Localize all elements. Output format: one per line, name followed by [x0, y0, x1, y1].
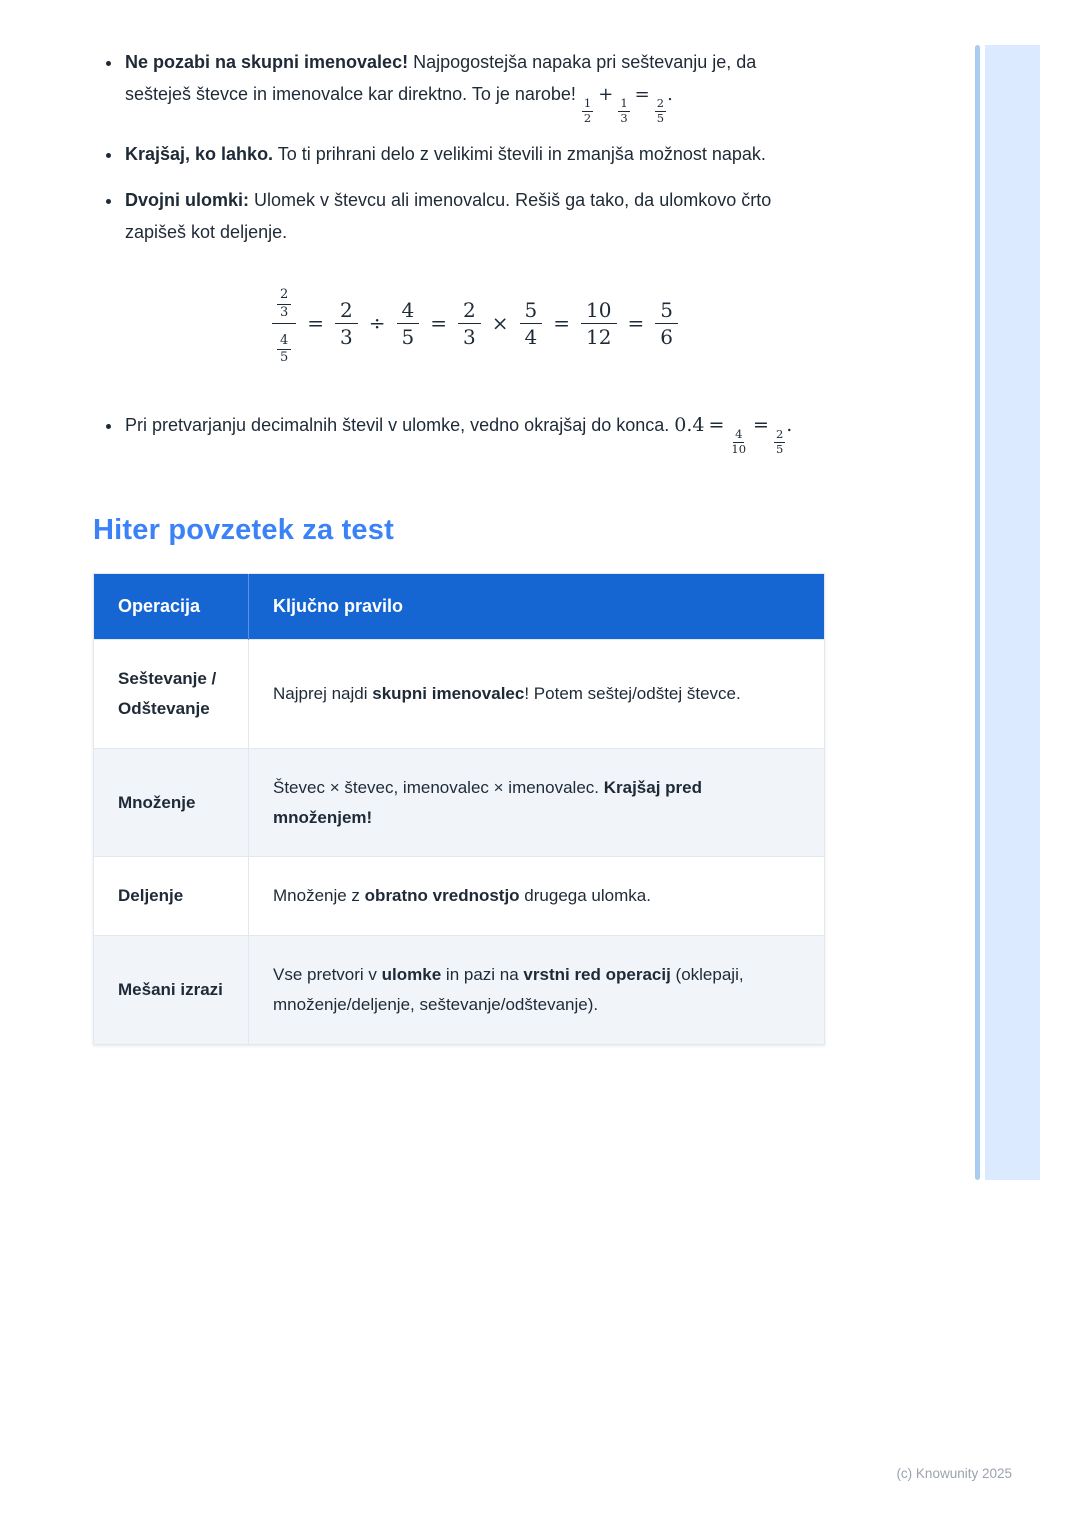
- rule-cell: Najprej najdi skupni imenovalec! Potem seštej/odštej števce.: [249, 640, 825, 749]
- list-item: [123, 408, 825, 456]
- tip-text: To ti prihrani delo z velikimi števili in zmanjša možnost napak.: [273, 144, 766, 165]
- fraction: $\frac{2}{3}$: [458, 297, 481, 350]
- table-row: [94, 640, 825, 749]
- fraction: $\frac{5}{6}$: [655, 297, 678, 350]
- table-row: [94, 857, 825, 936]
- page-edge-line: [975, 45, 980, 1180]
- tips-list: [93, 46, 825, 456]
- tip-bold-lead: Ne pozabi na skupni imenovalec!: [125, 52, 409, 72]
- fraction: $\frac{2}{5}$: [656, 95, 665, 125]
- decimal-value: 0.4: [674, 414, 705, 437]
- inline-math: [581, 84, 673, 125]
- rule-cell: Vse pretvori v ulomke in pazi na vrstni red operacij (oklepaji, množenje/deljenje, seštevanje/odštevanje).: [249, 936, 825, 1045]
- list-item: [123, 184, 825, 369]
- fraction: $\frac{5}{4}$: [520, 297, 543, 350]
- plus-operator: +: [598, 84, 614, 106]
- fraction: $\frac{1}{2}$: [583, 95, 592, 125]
- fraction: $\frac{2}{5}$: [775, 426, 784, 456]
- scrollbar-track[interactable]: [985, 45, 1040, 1180]
- tip-bold-lead: Dvojni ulomki:: [125, 189, 250, 210]
- page-content: [93, 46, 825, 1045]
- equals-sign: =: [634, 84, 650, 106]
- fraction: $\frac{10}{12}$: [581, 297, 616, 350]
- tip-text: Najpogostejša napaka pri seštevanju je, da sešteješ števce in imenovalce kar direktno. To je narobe!: [125, 52, 757, 105]
- operation-cell: Mešani izrazi: [94, 936, 249, 1045]
- equals-sign: =: [753, 414, 769, 437]
- column-header-operation: Operacija: [94, 574, 249, 640]
- equals-sign: =: [430, 311, 448, 336]
- equals-sign: =: [627, 311, 645, 336]
- list-item: [123, 46, 825, 125]
- tip-text: Ulomek v števcu ali imenovalcu. Rešiš ga tako, da ulomkovo črto zapišeš kot deljenje.: [125, 189, 772, 243]
- fraction: $\frac{2}{3}$: [335, 297, 358, 350]
- footer-credit: (c) Knowunity 2025: [896, 1466, 1012, 1481]
- summary-table: [93, 573, 825, 1044]
- double-fraction-equation: [125, 278, 825, 368]
- operation-cell: Seštevanje / Odštevanje: [94, 640, 249, 749]
- column-header-rule: Ključno pravilo: [249, 574, 825, 640]
- operation-cell: Deljenje: [94, 857, 249, 936]
- times-operator: ×: [491, 311, 509, 336]
- fraction: $\frac{4}{5}$: [397, 297, 420, 350]
- equals-sign: =: [553, 311, 571, 336]
- table-row: [94, 748, 825, 857]
- table-row: [94, 936, 825, 1045]
- fraction: $\frac{4}{10}$: [731, 426, 747, 456]
- operation-cell: Množenje: [94, 748, 249, 857]
- table-header-row: [94, 574, 825, 640]
- equals-sign: =: [307, 311, 325, 336]
- section-heading: Hiter povzetek za test: [93, 514, 394, 547]
- tip-bold-lead: Krajšaj, ko lahko.: [125, 144, 274, 165]
- divide-operator: ÷: [368, 311, 386, 336]
- rule-cell: Števec × števec, imenovalec × imenovalec. Krajšaj pred množenjem!: [249, 748, 825, 857]
- inline-math: [674, 414, 793, 456]
- rule-cell: Množenje z obratno vrednostjo drugega ulomka.: [249, 857, 825, 936]
- tip-text: Pri pretvarjanju decimalnih števil v ulomke, vedno okrajšaj do konca.: [125, 415, 675, 436]
- equals-sign: =: [708, 414, 725, 437]
- nested-fraction: $\frac{\frac{2}{3}}{\frac{4}{5}}$: [272, 278, 296, 368]
- period: .: [667, 84, 673, 106]
- list-item: [123, 138, 825, 170]
- period: .: [786, 414, 793, 437]
- fraction: $\frac{1}{3}$: [620, 95, 628, 125]
